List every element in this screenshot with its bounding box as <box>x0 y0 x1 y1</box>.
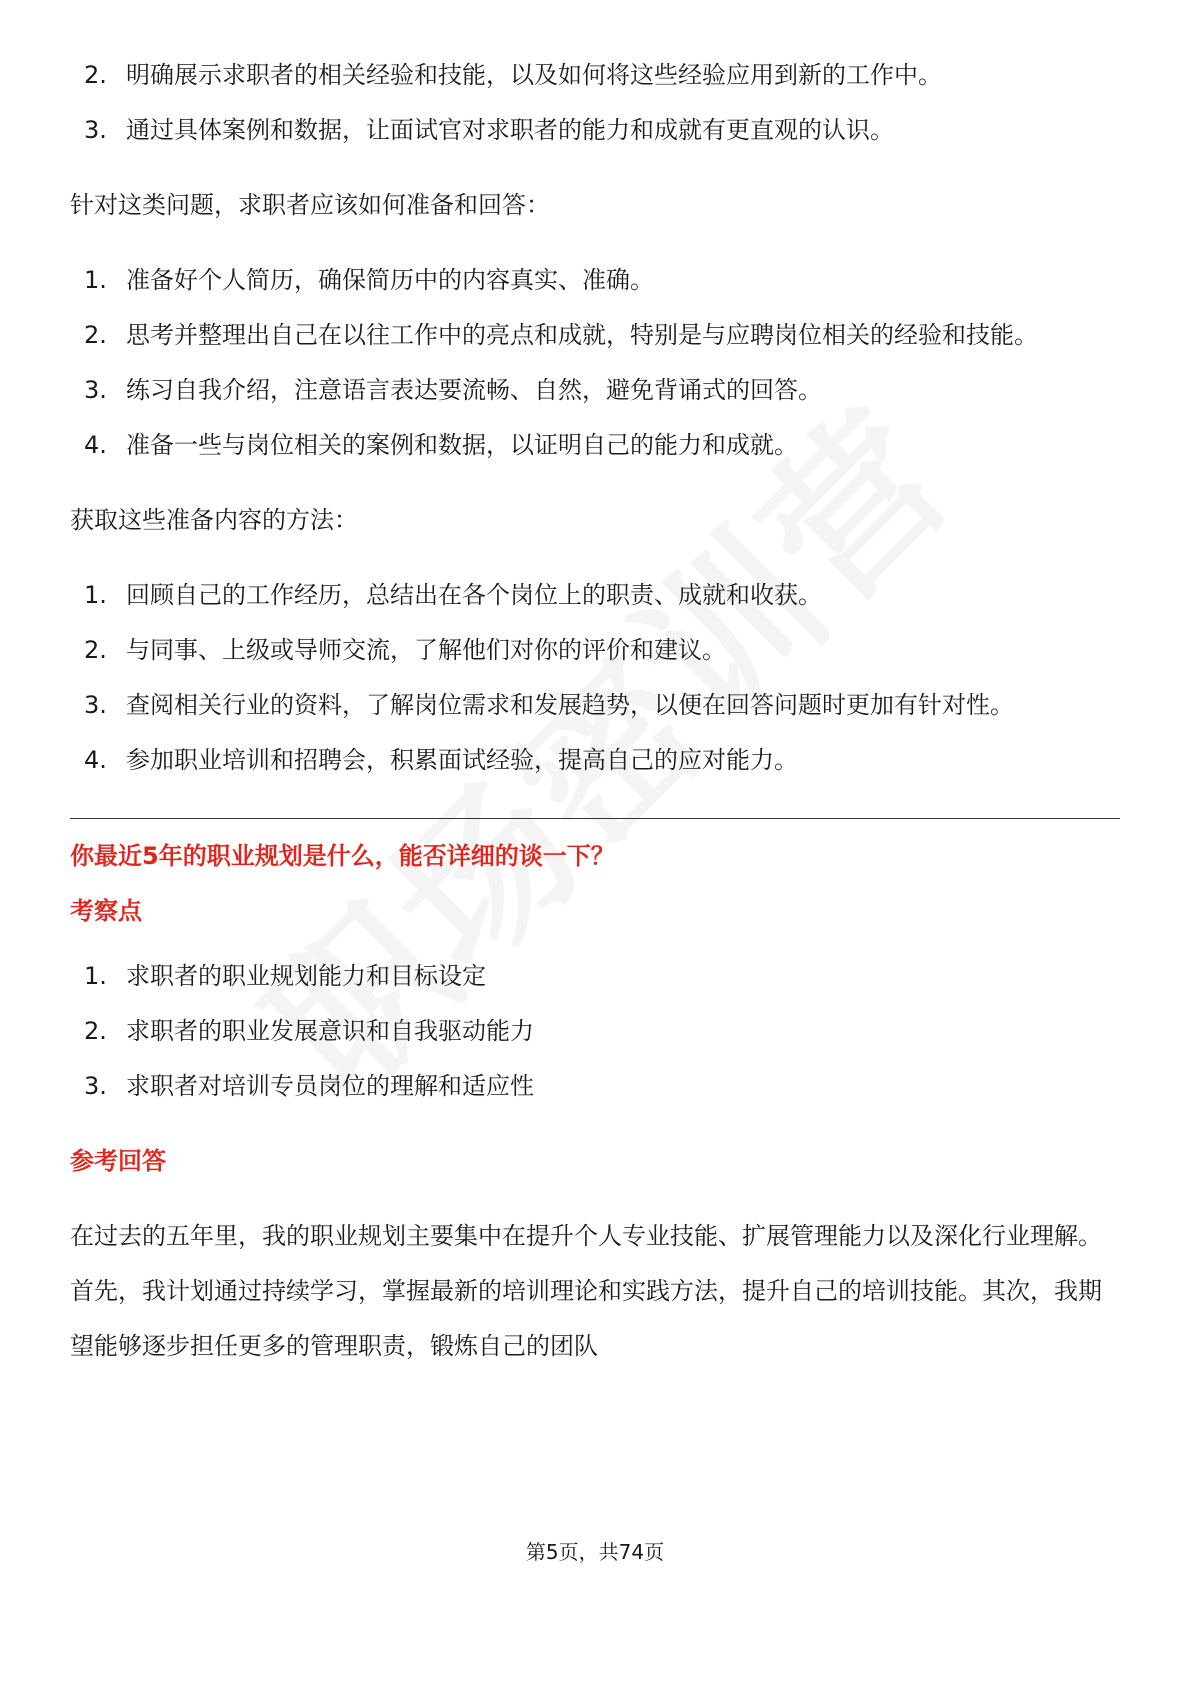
answer-heading: 参考回答 <box>70 1147 166 1175</box>
list-item: 3. 练习自我介绍，注意语言表达要流畅、自然，避免背诵式的回答。 <box>84 376 822 404</box>
list-item: 3. 查阅相关行业的资料，了解岗位需求和发展趋势，以便在回答问题时更加有针对性。 <box>84 691 1014 719</box>
list-item: 1. 回顾自己的工作经历，总结出在各个岗位上的职责、成就和收获。 <box>84 581 822 609</box>
list-section3 <box>70 568 1120 788</box>
list-item: 4. 准备一些与岗位相关的案例和数据，以证明自己的能力和成就。 <box>84 431 798 459</box>
question-title: 你最近5年的职业规划是什么，能否详细的谈一下？ <box>70 842 615 870</box>
list-item: 1. 求职者的职业规划能力和目标设定 <box>84 962 486 990</box>
list-section1 <box>70 48 1120 158</box>
list-focus <box>70 949 1120 1114</box>
list-section2 <box>70 253 1120 473</box>
page-content <box>70 48 1120 1374</box>
list-item: 2. 与同事、上级或导师交流，了解他们对你的评价和建议。 <box>84 636 726 664</box>
page-number: 第5页，共74页 <box>525 1540 665 1564</box>
list-item: 3. 求职者对培训专员岗位的理解和适应性 <box>84 1072 534 1100</box>
list-item: 2. 求职者的职业发展意识和自我驱动能力 <box>84 1017 534 1045</box>
answer-text: 在过去的五年里，我的职业规划主要集中在提升个人专业技能、扩展管理能力以及深化行业理解。首先，我计划通过持续学习，掌握最新的培训理论和实践方法，提升自己的培训技能。其次，我期望能够逐步担任更多的管理职责，锻炼自己的团队 <box>70 1222 1102 1360</box>
list-item: 3. 通过具体案例和数据，让面试官对求职者的能力和成就有更直观的认识。 <box>84 116 894 144</box>
list-item: 2. 思考并整理出自己在以往工作中的亮点和成就，特别是与应聘岗位相关的经验和技能。 <box>84 321 1038 349</box>
focus-heading: 考察点 <box>70 897 142 925</box>
list-item: 2. 明确展示求职者的相关经验和技能，以及如何将这些经验应用到新的工作中。 <box>84 61 942 89</box>
section-divider <box>70 818 1120 819</box>
section3-lead: 获取这些准备内容的方法： <box>70 506 358 534</box>
list-item: 4. 参加职业培训和招聘会，积累面试经验，提高自己的应对能力。 <box>84 746 798 774</box>
section2-lead: 针对这类问题，求职者应该如何准备和回答： <box>70 191 550 219</box>
list-item: 1. 准备好个人简历，确保简历中的内容真实、准确。 <box>84 266 654 294</box>
